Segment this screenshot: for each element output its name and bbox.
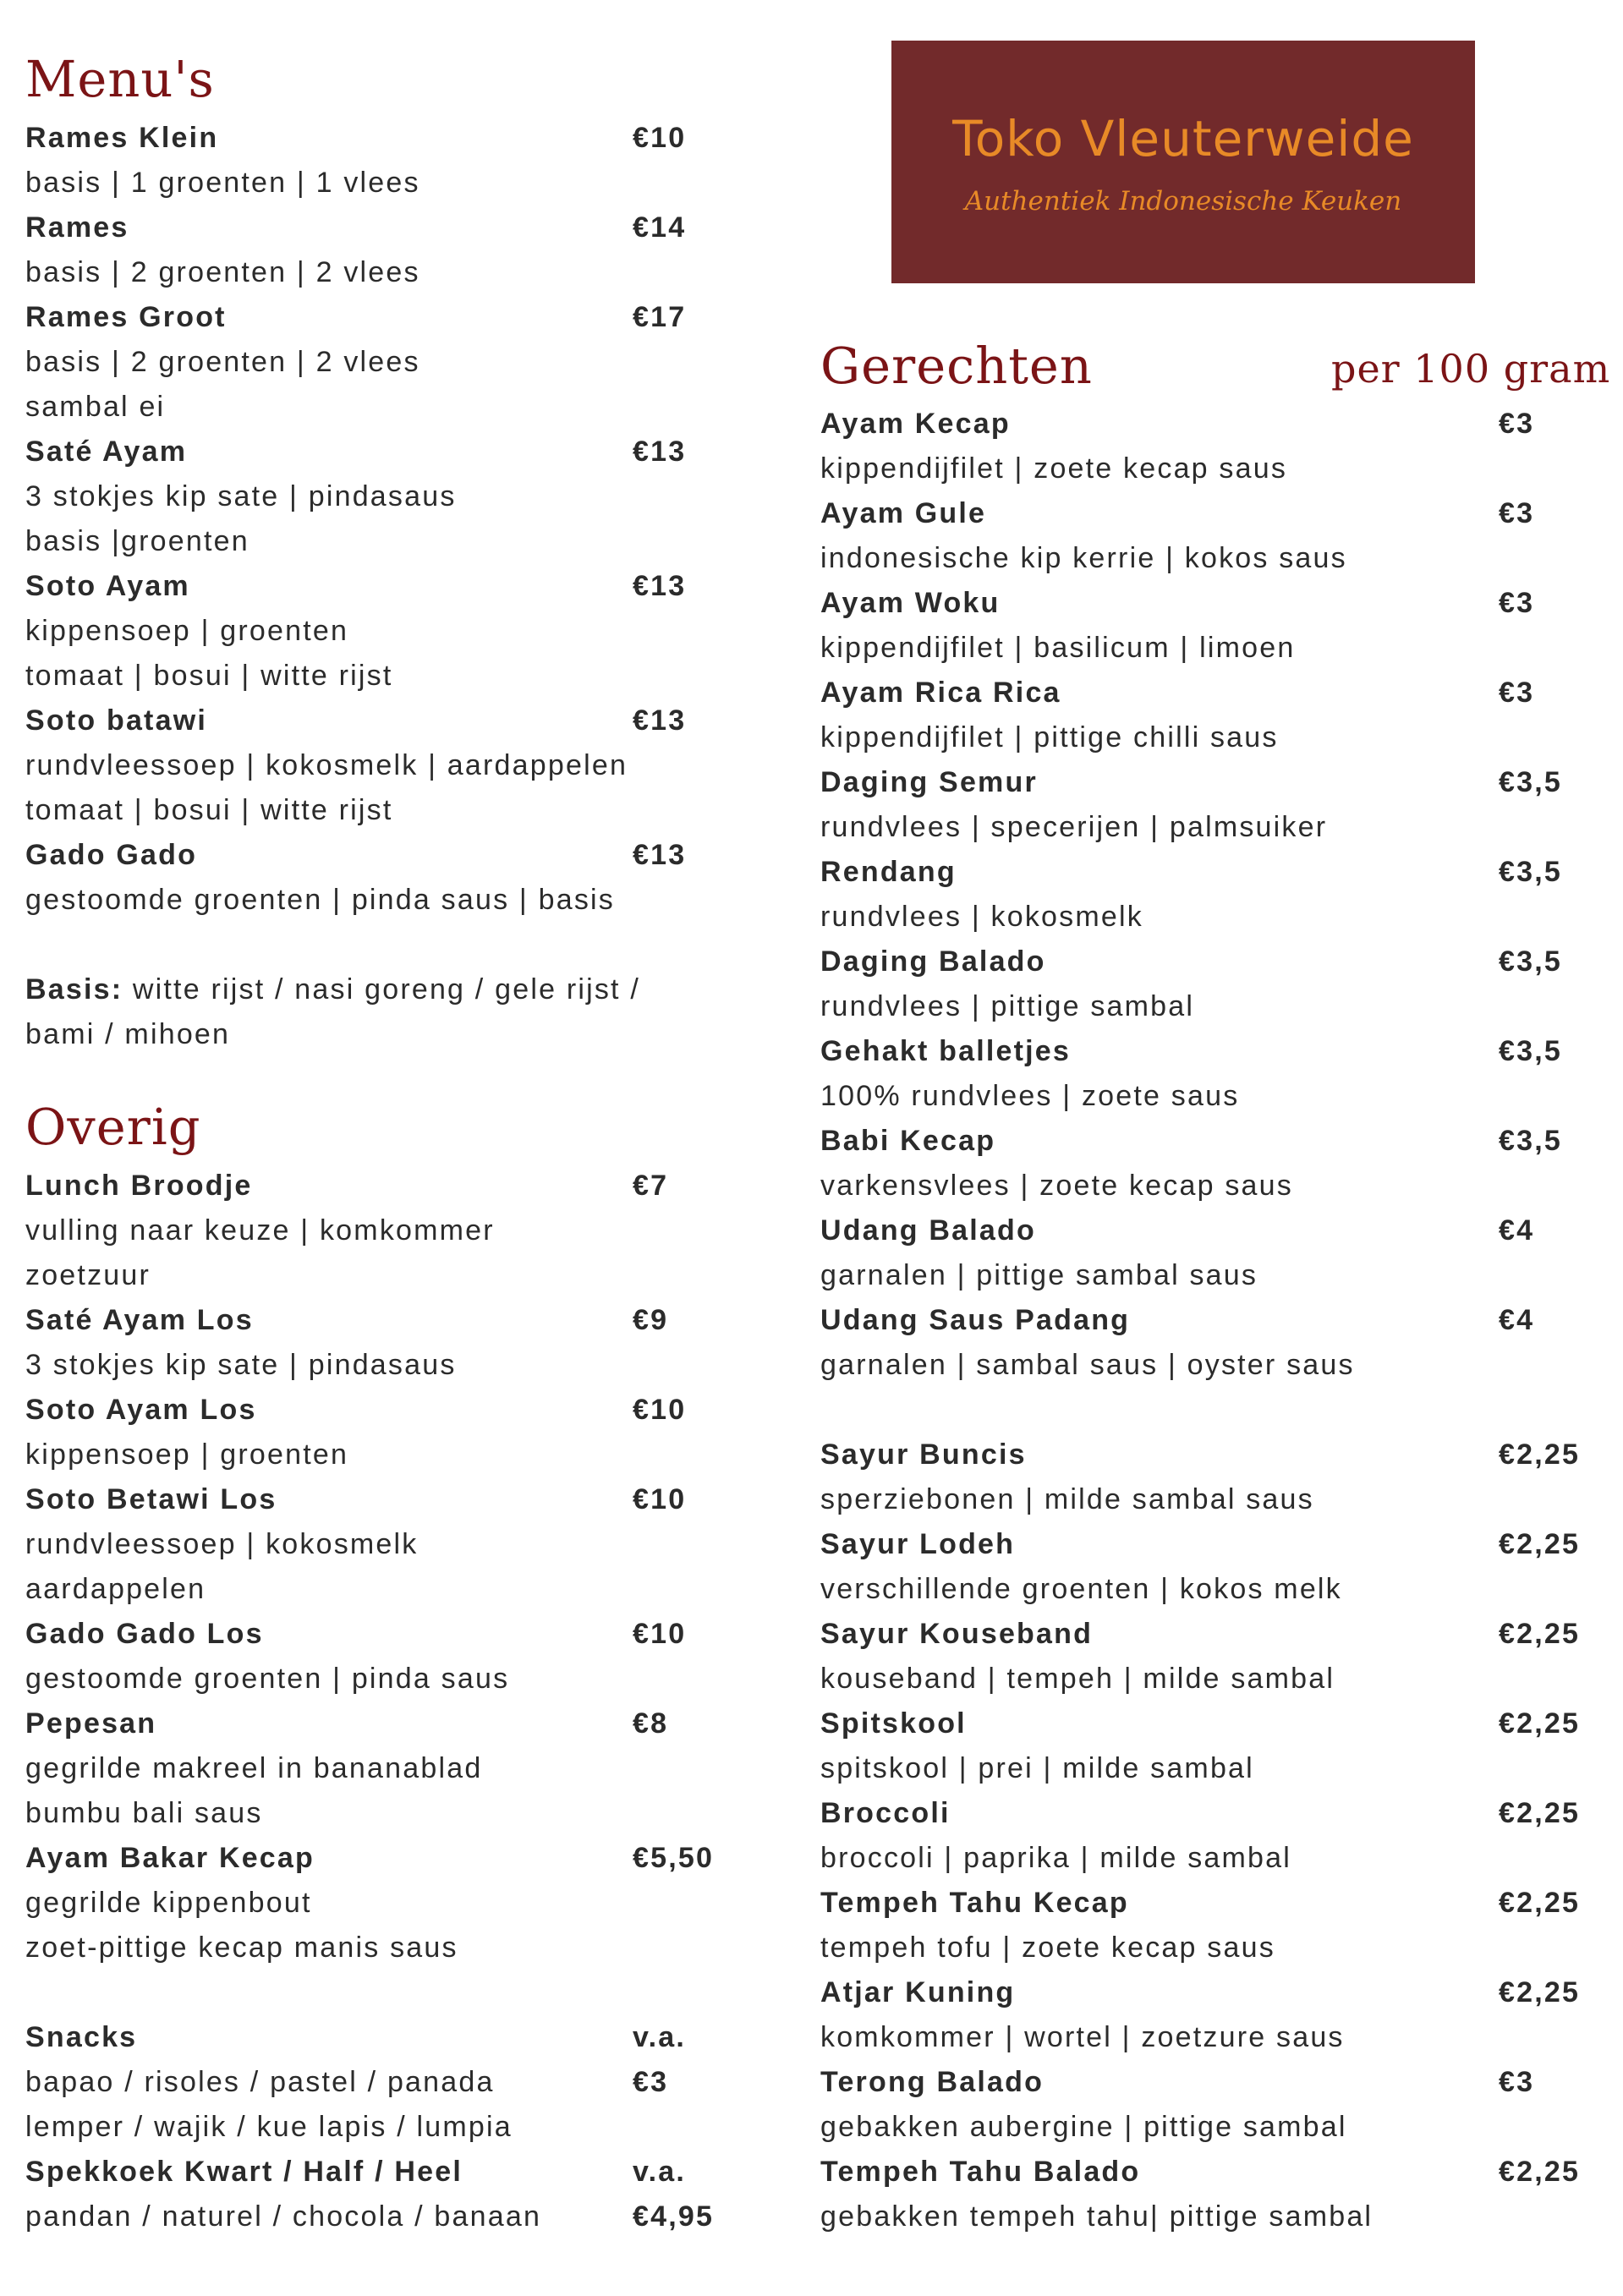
menu-item [820, 940, 1562, 984]
item-price: €2,25 [1499, 1707, 1581, 1740]
item-description: indonesische kip kerrie | kokos saus [820, 542, 1347, 574]
gerechten-note: per 100 gram [1331, 346, 1611, 392]
item-name: Soto Betawi Los [25, 1483, 277, 1515]
item-price: €2,25 [1499, 1976, 1581, 2008]
item-description: tempeh tofu | zoete kecap saus [820, 1932, 1275, 1964]
item-description: rundvlees | kokosmelk [820, 901, 1143, 933]
menu-item [820, 1522, 1581, 1567]
item-name: Soto Ayam Los [25, 1394, 257, 1426]
item-price: €17 [633, 301, 687, 333]
menu-item [820, 1208, 1535, 1253]
item-name: Ayam Gule [820, 497, 987, 529]
item-name: Spekkoek Kwart / Half / Heel [25, 2156, 463, 2188]
menu-item [25, 1298, 669, 1343]
menu-item [25, 1164, 669, 1208]
gerechten-heading: Gerechten [820, 337, 1093, 395]
item-price: €3,5 [1499, 766, 1562, 798]
item-description: verschillende groenten | kokos melk [820, 1573, 1342, 1605]
menu-item [820, 1791, 1581, 1836]
item-name: Soto Ayam [25, 570, 190, 602]
item-description: zoetzuur [25, 1259, 151, 1291]
item-description: 3 stokjes kip sate | pindasaus [25, 480, 457, 512]
item-description: basis |groenten [25, 525, 249, 557]
item-name: Udang Saus Padang [820, 1304, 1131, 1336]
item-price: €3 [1499, 677, 1535, 709]
menu-item [820, 1881, 1581, 1926]
item-name: Sayur Lodeh [820, 1528, 1016, 1560]
item-description: broccoli | paprika | milde sambal [820, 1842, 1292, 1874]
menu-item [25, 205, 687, 250]
item-name: Atjar Kuning [820, 1976, 1016, 2008]
item-name: Tempeh Tahu Balado [820, 2156, 1141, 2188]
item-price: €2,25 [1499, 2156, 1581, 2188]
menu-item [820, 1612, 1581, 1657]
item-price: €7 [633, 1170, 669, 1202]
item-description: tomaat | bosui | witte rijst [25, 660, 393, 692]
item-name: Rames Groot [25, 301, 227, 333]
basis-note [25, 967, 640, 1012]
item-description: kippensoep | groenten [25, 615, 349, 647]
item-name: Udang Balado [820, 1214, 1036, 1247]
item-name: Soto batawi [25, 704, 207, 737]
item-price: €8 [633, 1707, 669, 1740]
item-name: Rendang [820, 856, 957, 888]
item-price: €4,95 [633, 2200, 715, 2233]
item-description: kippensoep | groenten [25, 1438, 349, 1471]
item-description: vulling naar keuze | komkommer [25, 1214, 495, 1247]
item-price: €3 [633, 2066, 669, 2098]
menu-item [820, 2060, 1535, 2105]
item-description: gestoomde groenten | pinda saus | basis [25, 884, 615, 916]
item-description: gebakken aubergine | pittige sambal [820, 2111, 1347, 2143]
item-price: €13 [633, 436, 687, 468]
item-price: €10 [633, 1483, 687, 1515]
menu-item [820, 1433, 1581, 1477]
item-description: sambal ei [25, 391, 166, 423]
item-name: Gado Gado [25, 839, 198, 871]
item-description: basis | 2 groenten | 2 vlees [25, 256, 420, 288]
item-price: €3 [1499, 497, 1535, 529]
item-price: €2,25 [1499, 1528, 1581, 1560]
item-name: Babi Kecap [820, 1125, 996, 1157]
menus-heading: Menu's [25, 50, 215, 108]
item-name: Daging Semur [820, 766, 1038, 798]
menu-item [820, 760, 1562, 805]
item-price: €10 [633, 1618, 687, 1650]
item-description: rundvleessoep | kokosmelk [25, 1528, 419, 1560]
item-name: Tempeh Tahu Kecap [820, 1887, 1129, 1919]
item-description: zoet-pittige kecap manis saus [25, 1932, 458, 1964]
item-name: Daging Balado [820, 945, 1046, 978]
item-description: gestoomde groenten | pinda saus [25, 1663, 510, 1695]
item-description: gegrilde kippenbout [25, 1887, 312, 1919]
item-name: Sayur Kouseband [820, 1618, 1094, 1650]
item-price: €2,25 [1499, 1618, 1581, 1650]
item-price: €2,25 [1499, 1797, 1581, 1829]
item-name: Saté Ayam Los [25, 1304, 254, 1336]
item-name: Gehakt balletjes [820, 1035, 1071, 1067]
menu-item [25, 699, 687, 743]
menu-item [25, 833, 687, 878]
item-name: Ayam Bakar Kecap [25, 1842, 315, 1874]
menu-item [820, 402, 1535, 447]
item-description: garnalen | sambal saus | oyster saus [820, 1349, 1355, 1381]
item-description: spitskool | prei | milde sambal [820, 1752, 1254, 1784]
item-description: kippendijfilet | zoete kecap saus [820, 452, 1288, 485]
item-price: €4 [1499, 1214, 1535, 1247]
logo-subtitle: Authentiek Indonesische Keuken [964, 186, 1402, 216]
item-description: basis | 1 groenten | 1 vlees [25, 167, 420, 199]
basis-text: witte rijst / nasi goreng / gele rijst / [132, 973, 640, 1006]
item-description: sperziebonen | milde sambal saus [820, 1483, 1314, 1515]
item-description: bumbu bali saus [25, 1797, 263, 1829]
menu-item [25, 1612, 687, 1657]
item-price: €3 [1499, 408, 1535, 440]
item-price: €3 [1499, 587, 1535, 619]
menu-item [820, 581, 1535, 626]
item-price: €3 [1499, 2066, 1535, 2098]
item-name: Terong Balado [820, 2066, 1045, 2098]
item-price: €13 [633, 839, 687, 871]
item-price: €2,25 [1499, 1438, 1581, 1471]
item-name: Pepesan [25, 1707, 157, 1740]
item-description: rundvleessoep | kokosmelk | aardappelen [25, 749, 628, 781]
item-description: gegrilde makreel in bananablad [25, 1752, 483, 1784]
menu-item [25, 430, 687, 474]
item-name: Rames [25, 211, 129, 244]
item-price: €4 [1499, 1304, 1535, 1336]
item-price: v.a. [633, 2021, 686, 2053]
item-description: komkommer | wortel | zoetzure saus [820, 2021, 1345, 2053]
menu-item [25, 1701, 669, 1746]
item-price: €5,50 [633, 1842, 715, 1874]
item-description: varkensvlees | zoete kecap saus [820, 1170, 1293, 1202]
item-price: €14 [633, 211, 687, 244]
menu-item [820, 1970, 1581, 2015]
item-price: €10 [633, 1394, 687, 1426]
item-price: €3,5 [1499, 1125, 1562, 1157]
item-description: rundvlees | pittige sambal [820, 990, 1195, 1022]
menu-item [25, 1477, 687, 1522]
item-description: rundvlees | specerijen | palmsuiker [820, 811, 1328, 843]
item-price: €2,25 [1499, 1887, 1581, 1919]
item-description: aardappelen [25, 1573, 206, 1605]
item-name: Saté Ayam [25, 436, 188, 468]
menu-item [820, 671, 1535, 715]
item-name: Broccoli [820, 1797, 951, 1829]
item-name: Sayur Buncis [820, 1438, 1027, 1471]
menu-item [820, 1029, 1562, 1074]
menu-item [820, 1298, 1535, 1343]
item-price: €3,5 [1499, 945, 1562, 978]
item-price: €9 [633, 1304, 669, 1336]
snacks-description: lemper / wajik / kue lapis / lumpia [25, 2111, 513, 2143]
menu-item [820, 1701, 1581, 1746]
spekkoek-item [25, 2150, 686, 2195]
item-description: tomaat | bosui | witte rijst [25, 794, 393, 826]
item-price: €13 [633, 704, 687, 737]
item-description: 100% rundvlees | zoete saus [820, 1080, 1240, 1112]
item-description: garnalen | pittige sambal saus [820, 1259, 1258, 1291]
menu-item [25, 564, 687, 609]
basis-note-cont: bami / mihoen [25, 1018, 231, 1050]
item-description: gebakken tempeh tahu| pittige sambal [820, 2200, 1374, 2233]
item-description: kippendijfilet | pittige chilli saus [820, 721, 1279, 753]
menu-item [25, 1836, 715, 1881]
item-name: Ayam Woku [820, 587, 1001, 619]
item-price: €3,5 [1499, 1035, 1562, 1067]
item-description: 3 stokjes kip sate | pindasaus [25, 1349, 457, 1381]
item-name: Gado Gado Los [25, 1618, 264, 1650]
item-description: basis | 2 groenten | 2 vlees [25, 346, 420, 378]
menu-item [820, 2150, 1581, 2195]
menu-item [820, 491, 1535, 536]
menu-item [25, 295, 687, 340]
item-name: Ayam Kecap [820, 408, 1011, 440]
item-name: Lunch Broodje [25, 1170, 253, 1202]
item-name: Snacks [25, 2021, 138, 2053]
item-price: €13 [633, 570, 687, 602]
menu-item [820, 850, 1562, 895]
snacks-item [25, 2015, 686, 2060]
item-description: kouseband | tempeh | milde sambal [820, 1663, 1335, 1695]
logo-title: Toko Vleuterweide [952, 110, 1414, 167]
menu-item [25, 1388, 687, 1433]
overig-heading: Overig [25, 1098, 201, 1156]
item-price: €3,5 [1499, 856, 1562, 888]
item-price: €10 [633, 122, 687, 154]
restaurant-logo [891, 41, 1475, 283]
item-name: Rames Klein [25, 122, 219, 154]
spekkoek-description: pandan / naturel / chocola / banaan €4,95 [25, 2195, 541, 2239]
basis-label: Basis: [25, 973, 123, 1006]
item-price: v.a. [633, 2156, 686, 2188]
menu-item [820, 1119, 1562, 1164]
item-name: Spitskool [820, 1707, 967, 1740]
item-name: Ayam Rica Rica [820, 677, 1061, 709]
item-description: kippendijfilet | basilicum | limoen [820, 632, 1296, 664]
menu-item [25, 116, 687, 161]
snacks-description: bapao / risoles / pastel / panada €3 [25, 2060, 495, 2105]
